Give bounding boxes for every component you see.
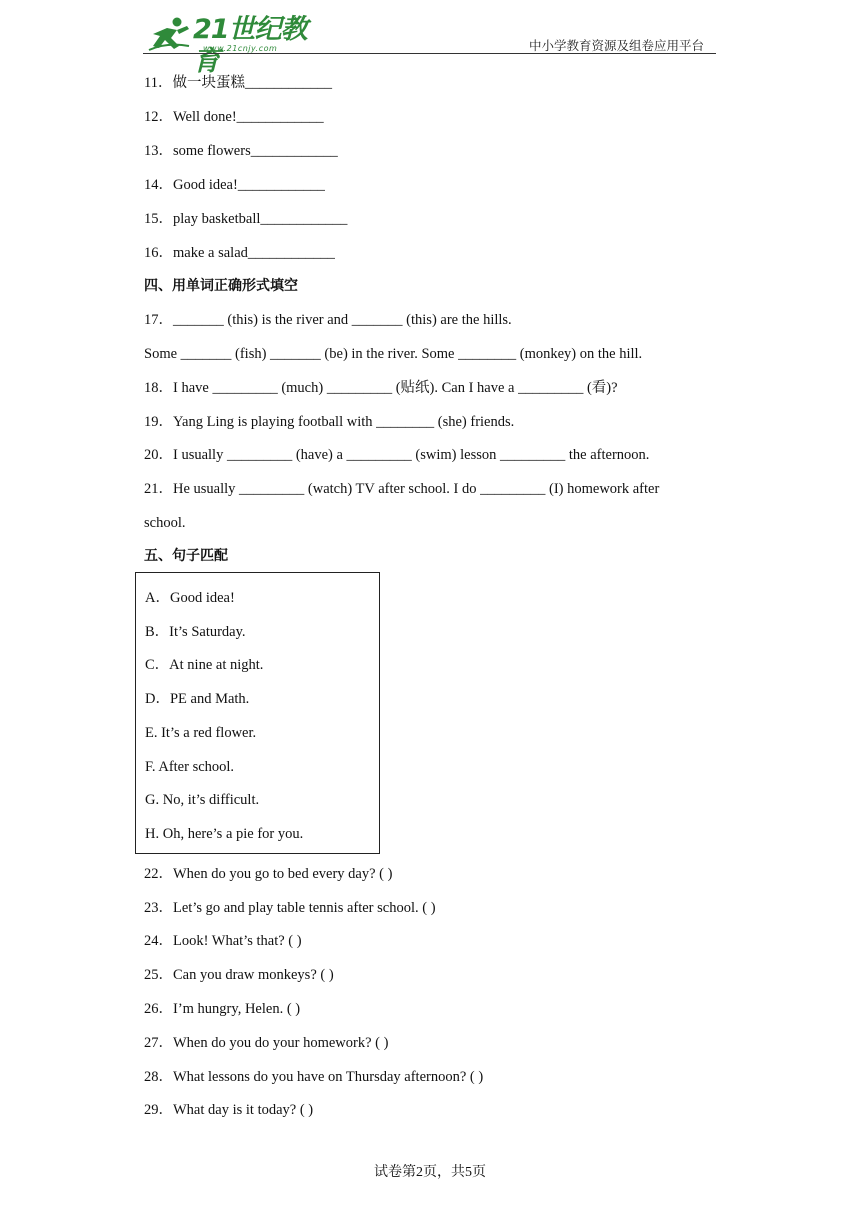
question-18: 18．I have _________ (much) _________ (贴纸). Can I have a _________ (看)? [144, 380, 618, 396]
section-5-title: 五、句子匹配 [144, 548, 228, 564]
platform-name: 中小学教育资源及组卷应用平台 [528, 38, 704, 53]
question-20: 20．I usually _________ (have) a _________ (swim) lesson _________ the afternoon. [144, 447, 650, 463]
option-f: F. After school. [145, 759, 235, 775]
question-number: 13． [144, 143, 173, 159]
section-4-title: 四、用单词正确形式填空 [144, 278, 298, 294]
page-footer: 试卷第2页，共5页 [374, 1165, 486, 1180]
question-22: 22．When do you go to bed every day? ( ) [144, 866, 393, 882]
question-11 [144, 74, 332, 92]
question-21: 21．He usually _________ (watch) TV after school. I do _________ (I) homework after [144, 481, 660, 497]
question-19: 19．Yang Ling is playing football with ________ (she) friends. [144, 414, 515, 430]
site-logo [143, 14, 313, 77]
option-a: A．Good idea! [145, 590, 235, 606]
question-text: 做一块蛋糕____________ [172, 75, 332, 91]
question-25: 25．Can you draw monkeys? ( ) [144, 967, 334, 983]
header-divider [143, 53, 716, 54]
option-b: B．It’s Saturday. [145, 624, 246, 640]
options-box [135, 572, 380, 854]
question-number: 11． [144, 75, 173, 91]
option-g: G. No, it’s difficult. [145, 792, 260, 808]
question-29: 29．What day is it today? ( ) [144, 1102, 314, 1118]
logo-wordmark: 21世纪教育 [193, 14, 307, 77]
option-d: D．PE and Math. [145, 691, 250, 707]
logo-url: www.21cnjy.com [203, 44, 278, 53]
question-text: Well done!____________ [173, 109, 324, 125]
option-h: H. Oh, here’s a pie for you. [145, 826, 304, 842]
question-13 [144, 142, 338, 160]
question-text: play basketball____________ [173, 211, 348, 227]
question-27: 27．When do you do your homework? ( ) [144, 1035, 389, 1051]
question-26: 26．I’m hungry, Helen. ( ) [144, 1001, 301, 1017]
question-17: 17．_______ (this) is the river and _______ (this) are the hills. [144, 312, 512, 328]
question-text: make a salad____________ [173, 245, 335, 261]
question-number: 16． [144, 245, 173, 261]
runner-logo-icon [147, 16, 191, 52]
question-24: 24．Look! What’s that? ( ) [144, 933, 302, 949]
question-21-continued: school. [144, 515, 186, 531]
question-23: 23．Let’s go and play table tennis after school. ( ) [144, 900, 436, 916]
question-number: 12． [144, 109, 173, 125]
question-28: 28．What lessons do you have on Thursday afternoon? ( ) [144, 1069, 484, 1085]
question-text: some flowers____________ [173, 143, 338, 159]
option-c: C．At nine at night. [145, 657, 264, 673]
question-15 [144, 210, 347, 228]
question-number: 15． [144, 211, 173, 227]
page-header [143, 12, 716, 77]
question-17-continued: Some _______ (fish) _______ (be) in the river. Some ________ (monkey) on the hill. [144, 346, 643, 362]
question-16 [144, 244, 335, 262]
question-12 [144, 108, 324, 126]
question-text: Good idea!____________ [173, 177, 325, 193]
question-number: 14． [144, 177, 173, 193]
question-14 [144, 176, 325, 194]
option-e: E. It’s a red flower. [145, 725, 257, 741]
